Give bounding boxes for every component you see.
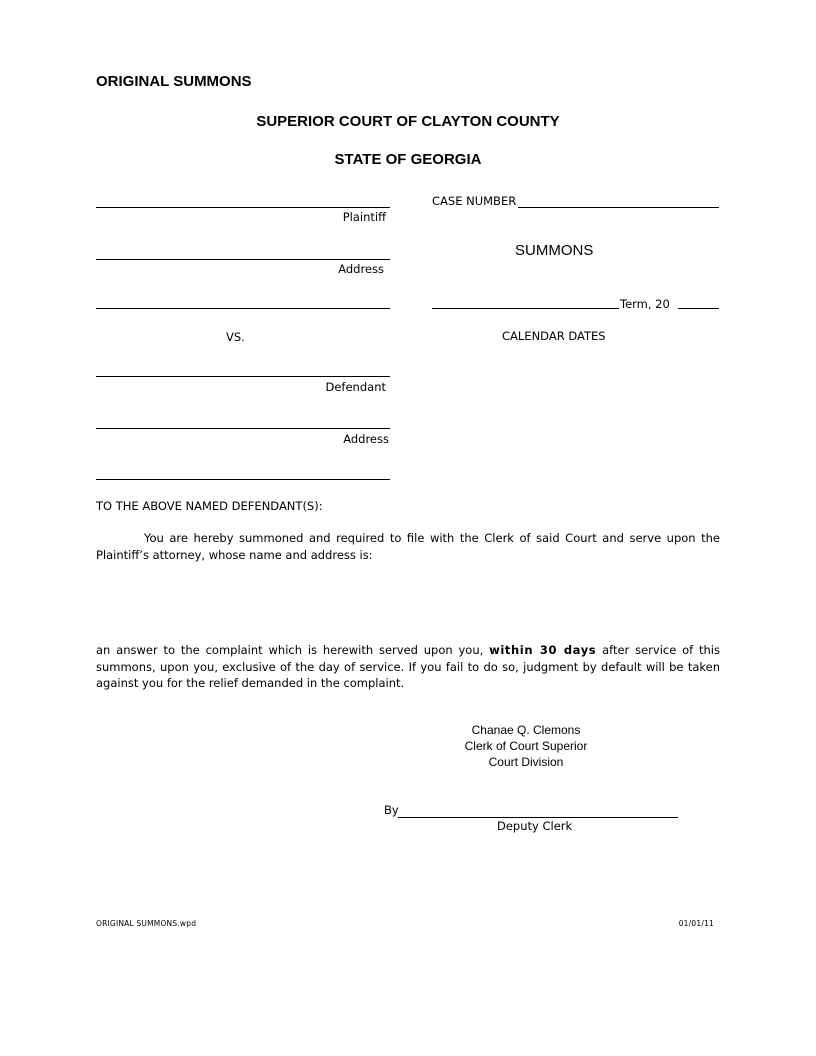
- paragraph-summoned: You are hereby summoned and required to file with the Clerk of said Court and serve upon the Plaintiff’s attorney, whose name and address is:: [96, 531, 720, 562]
- term-year-line: [678, 308, 719, 309]
- salutation: TO THE ABOVE NAMED DEFENDANT(S):: [96, 499, 323, 513]
- state-name: STATE OF GEORGIA: [334, 151, 482, 168]
- summons-title: SUMMONS: [515, 242, 594, 259]
- court-name: SUPERIOR COURT OF CLAYTON COUNTY: [256, 113, 560, 130]
- defendant-label: Defendant: [325, 380, 386, 394]
- term-line: [432, 308, 619, 309]
- calendar-dates-label: CALENDAR DATES: [502, 329, 606, 343]
- clerk-division: Court Division: [488, 755, 564, 769]
- signature-line: [398, 817, 678, 818]
- plaintiff-address-label: Address: [338, 262, 384, 276]
- clerk-name: Chanae Q. Clemons: [471, 723, 581, 737]
- footer-date: 01/01/11: [678, 919, 714, 928]
- defendant-address-line: [96, 428, 390, 429]
- clerk-title: Clerk of Court Superior: [464, 739, 588, 753]
- term-label: Term, 20: [620, 297, 670, 311]
- defendant-address-label: Address: [343, 432, 389, 446]
- case-number-line: [518, 207, 719, 208]
- plaintiff-address-line: [96, 259, 390, 260]
- defendant-address-line-2: [96, 479, 390, 480]
- deputy-clerk-label: Deputy Clerk: [497, 819, 573, 833]
- case-number-label: CASE NUMBER: [432, 194, 517, 208]
- plaintiff-line: [96, 207, 390, 208]
- form-title: ORIGINAL SUMMONS: [96, 73, 252, 90]
- paragraph-answer-bold: within 30 days: [489, 643, 597, 657]
- paragraph-answer-before: an answer to the complaint which is herewith served upon you,: [96, 643, 484, 657]
- footer-filename: ORIGINAL SUMMONS.wpd: [96, 919, 197, 928]
- defendant-line: [96, 376, 390, 377]
- vs-label: VS.: [226, 330, 245, 344]
- paragraph-answer: [96, 642, 720, 692]
- by-label: By: [384, 803, 399, 817]
- plaintiff-address-line-2: [96, 308, 390, 309]
- plaintiff-label: Plaintiff: [342, 210, 386, 224]
- paragraph-answer-after: after service of this summons, upon you, exclusive of the day of service. If you fail to do so, judgment by default will be taken against you for the relief demanded in the complaint.: [96, 643, 720, 690]
